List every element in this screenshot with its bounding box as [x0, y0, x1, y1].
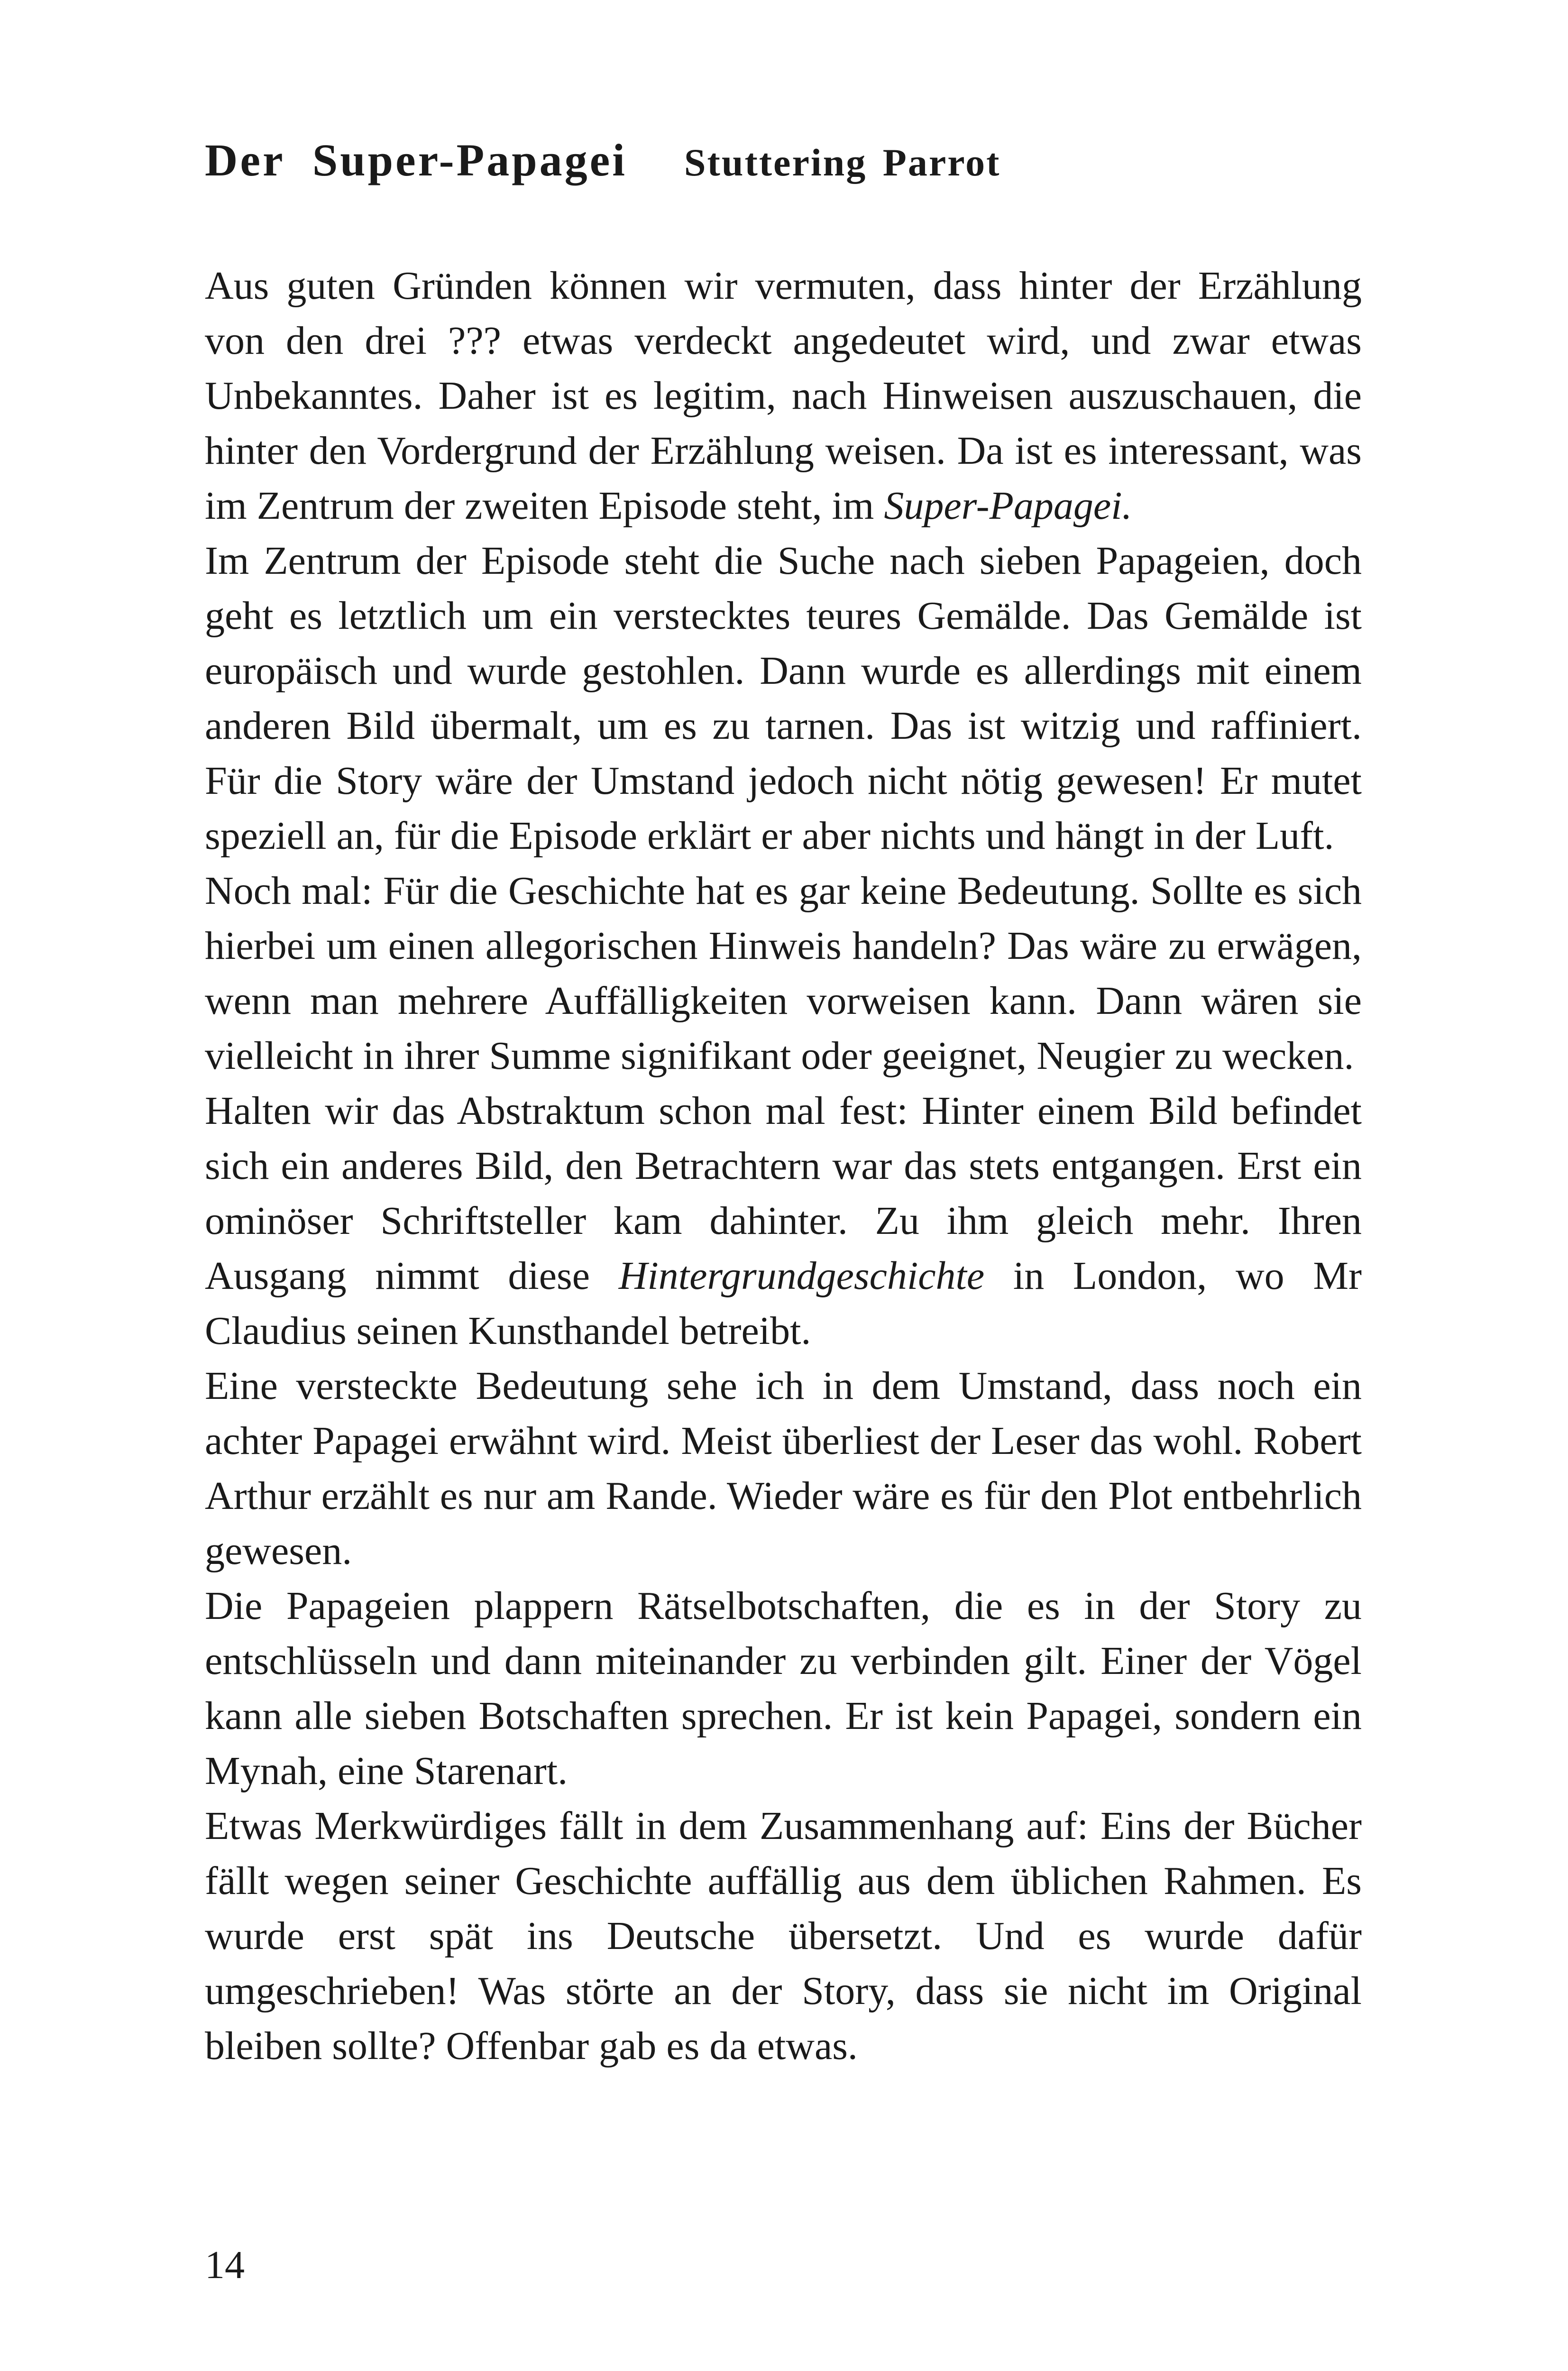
paragraph [205, 533, 1362, 864]
paragraph [205, 1799, 1362, 2074]
paragraph-emphasis: Hintergrundgeschichte [618, 1254, 985, 1298]
page-number: 14 [205, 2243, 245, 2287]
paragraph-text-after: in London, wo Mr Claudius seinen Kunsthandel betreibt. [205, 1254, 1362, 1353]
paragraph-text: Eine versteckte Bedeutung sehe ich in dem Umstand, dass noch ein achter Papagei erwähnt wird. Meist überliest der Leser das wohl. Robert Arthur erzählt es nur am Rande. Wieder wäre es für den Plot entbehrlich gewesen. [205, 1364, 1362, 1573]
paragraph-text: Im Zentrum der Episode steht die Suche nach sieben Papageien, doch geht es letztlich um ein verstecktes teures Gemälde. Das Gemälde ist europäisch und wurde gestohlen. Dann wurde es allerdings mit einem anderen Bild übermalt, um es zu tarnen. Das ist witzig und raffiniert. Für die Story wäre der Umstand jedoch nicht nötig gewesen! Er mutet speziell an, für die Episode erklärt er aber nichts und hängt in der Luft. [205, 539, 1362, 858]
body-text [205, 258, 1362, 2074]
chapter-heading [205, 135, 1001, 185]
paragraph-text: Die Papageien plappern Rätselbotschaften, die es in der Story zu entschlüsseln und dann miteinander zu verbinden gilt. Einer der Vögel kann alle sieben Botschaften sprechen. Er ist kein Papagei, sondern ein Mynah, eine Starenart. [205, 1584, 1362, 1793]
paragraph-text: Halten wir das Abstraktum schon mal fest: Hinter einem Bild befindet sich ein anderes Bild, den Betrachtern war das stets entgangen. Erst ein ominöser Schriftsteller kam dahinter. Zu ihm gleich mehr. Ihren Ausgang nimmt diese [205, 1089, 1362, 1298]
book-page [205, 0, 1362, 2371]
paragraph [205, 1084, 1362, 1359]
chapter-subtitle: Stuttering Parrot [684, 141, 1001, 184]
paragraph [205, 1579, 1362, 1799]
paragraph [205, 258, 1362, 533]
paragraph-emphasis: Super-Papagei. [884, 484, 1132, 528]
paragraph-text: Aus guten Gründen können wir vermuten, dass hinter der Erzählung von den drei ??? etwas verdeckt angedeutet wird, und zwar etwas Unbekanntes. Daher ist es legitim, nach Hinweisen auszuschauen, die hinter den Vordergrund der Erzählung weisen. Da ist es interessant, was im Zentrum der zweiten Episode steht, im [205, 264, 1362, 528]
paragraph-text: Etwas Merkwürdiges fällt in dem Zusammenhang auf: Eins der Bücher fällt wegen seiner Geschichte auffällig aus dem üblichen Rahmen. Es wurde erst spät ins Deutsche übersetzt. Und es wurde dafür umgeschrieben! Was störte an der Story, dass sie nicht im Original bleiben sollte? Offenbar gab es da etwas. [205, 1804, 1362, 2068]
paragraph [205, 1359, 1362, 1579]
chapter-title: Der Super-Papagei [205, 135, 627, 185]
paragraph-text: Noch mal: Für die Geschichte hat es gar keine Bedeutung. Sollte es sich hierbei um einen allegorischen Hinweis handeln? Das wäre zu erwägen, wenn man mehrere Auffälligkeiten vorweisen kann. Dann wären sie vielleicht in ihrer Summe signifikant oder geeignet, Neugier zu wecken. [205, 869, 1362, 1078]
paragraph [205, 864, 1362, 1084]
